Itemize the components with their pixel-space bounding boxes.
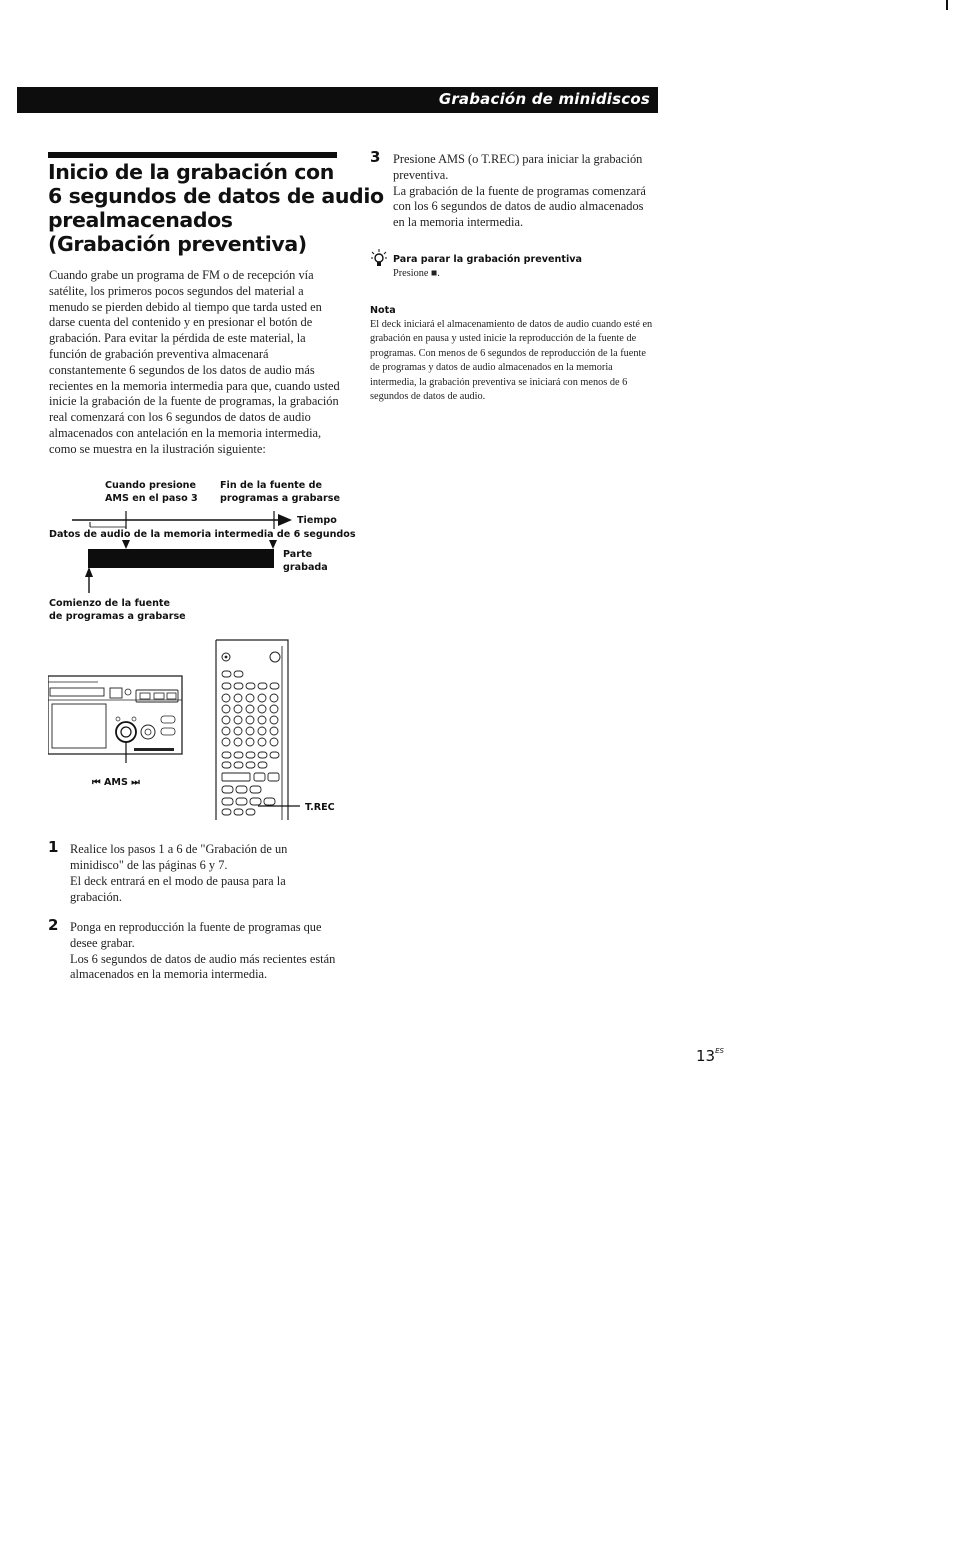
step-1 [70,842,338,874]
arrow-down-buffer-icon [122,540,130,549]
label-recorded-line1: Parte [283,549,313,560]
label-time: Tiempo [297,515,337,526]
tip-text: Presione ■. [393,268,440,279]
disc-slot [50,688,104,696]
section-header-bar [17,87,658,113]
arrow-up-start-icon [85,567,93,577]
page-number-value: 13 [696,1047,716,1065]
display-panel [52,704,106,748]
title-line-3: prealmacenados [48,208,233,232]
page-title [48,160,384,256]
label-start-line2: de programas a grabarse [49,611,186,622]
ams-knob-icon [116,722,136,742]
step-1-number: 1 [48,838,59,856]
prev-track-icon: ⏮ [92,777,101,788]
step-2-detail: Los 6 segundos de datos de audio más recientes están almacenados en la memoria intermedia. [70,951,336,982]
lightbulb-icon [371,249,387,267]
note-text: El deck iniciará el almacenamiento de datos de audio cuando esté en grabación en pausa y usted inicie la reproducción de la fuente de programas. Con menos de 6 segundos de reproducción de la fuente de programas y datos de audio almacenados en la memoria intermedia, la grabación preventiva se iniciará con menos de 6 segundos de datos de audio. [370,319,653,403]
arrow-down-end-icon [269,540,277,549]
remote-button-grid [222,671,279,815]
label-end-line2: programas a grabarse [220,493,340,504]
label-start-line1: Comienzo de la fuente [49,598,171,609]
note-title: Nota [370,305,396,316]
label-press-line2: AMS en el paso 3 [105,493,198,504]
step-1-detail-wrap [70,874,338,906]
step-3-detail: La grabación de la fuente de programas comenzará con los 6 segundos de datos de audio almacenados en la memoria intermedia. [393,183,646,230]
step-1-text: Realice los pasos 1 a 6 de "Grabación de un minidisco" de las páginas 6 y 7. [70,842,288,872]
step-2-number: 2 [48,916,59,934]
deck-illustration [48,668,188,763]
label-recorded-line2: grabada [283,562,328,573]
recorded-bar [88,549,274,568]
page-number [696,1047,724,1065]
label-press-line1: Cuando presione [105,480,197,491]
ams-label: AMS [103,777,128,788]
title-line-2: 6 segundos de datos de audio [48,184,384,208]
title-line-4: (Grabación preventiva) [48,232,307,256]
time-arrow-icon [278,514,292,526]
step-1-detail: El deck entrará en el modo de pausa para la grabación. [70,874,286,904]
remote-illustration [210,636,300,824]
step-3 [393,152,655,231]
label-end-line1: Fin de la fuente de [220,480,322,491]
section-title: Grabación de minidiscos [438,90,650,108]
step-3-text: Presione AMS (o T.REC) para iniciar la grabación preventiva. [393,152,643,182]
crop-mark [946,0,948,10]
step-2-text: Ponga en reproducción la fuente de programas que desee grabar. [70,920,322,950]
trec-label: T.REC [305,802,335,813]
title-line-1: Inicio de la grabación con [48,160,334,184]
intro-paragraph: Cuando grabe un programa de FM o de recepción vía satélite, los primeros pocos segundos del material a menudo se pierden debido al tiempo que tarda usted en darse cuenta del contenido y en presionar el botón de grabación. Para evitar la pérdida de este material, la función de grabación preventiva almacenará constantemente 6 segundos de los datos de audio más recientes en la memoria intermedia para que, cuando usted inicie la grabación de la fuente de programas, la grabación real comenzará con los 6 segundos de datos de audio almacenados con antelación en la memoria intermedia, como se muestra en la ilustración siguiente: [49,268,340,456]
ams-label-group [92,777,140,789]
title-rule [48,152,337,158]
step-3-number: 3 [370,148,381,166]
next-track-icon: ⏭ [131,777,140,788]
tip-title: Para parar la grabación preventiva [393,254,582,265]
page-number-suffix: ES [715,1047,724,1055]
step-2 [70,920,340,983]
timing-svg [40,505,350,605]
label-buffer: Datos de audio de la memoria intermedia de 6 segundos [49,529,356,540]
